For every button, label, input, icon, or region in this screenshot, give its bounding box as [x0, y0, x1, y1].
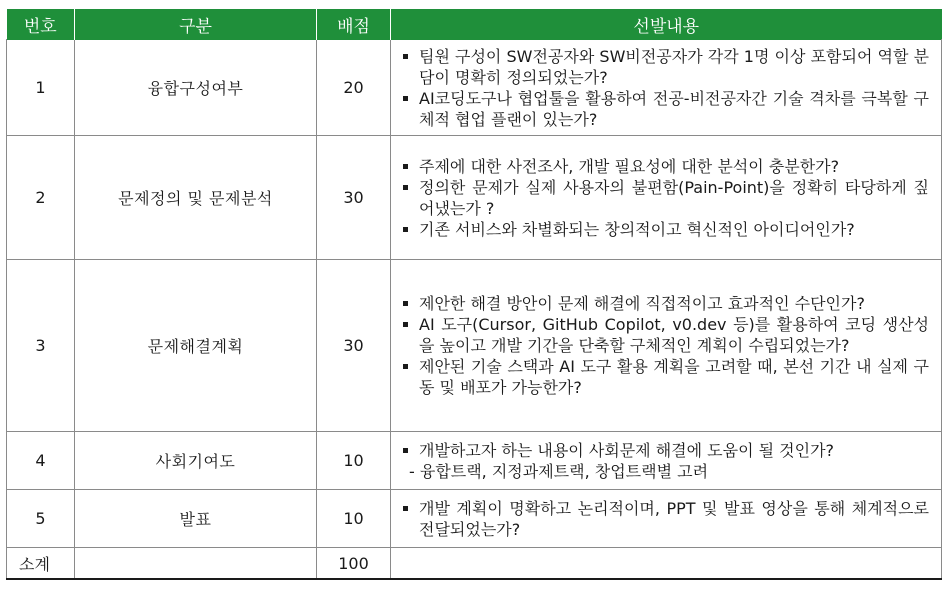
row-category: 문제정의 및 문제분석	[75, 136, 317, 260]
row-score: 20	[317, 40, 391, 136]
total-category-empty	[75, 548, 317, 580]
row-number: 2	[7, 136, 75, 260]
total-score: 100	[317, 548, 391, 580]
criteria-item: 제안한 해결 방안이 문제 해결에 직접적이고 효과적인 수단인가?	[403, 293, 929, 314]
row-criteria	[391, 432, 942, 490]
table-row	[7, 260, 942, 432]
total-label: 소계	[7, 548, 75, 580]
table-row	[7, 40, 942, 136]
row-score: 30	[317, 136, 391, 260]
criteria-item: AI 도구(Cursor, GitHub Copilot, v0.dev 등)를 활용하여 코딩 생산성을 높이고 개발 기간을 단축할 구체적인 계획이 수립되었는가?	[403, 314, 929, 356]
row-score: 10	[317, 490, 391, 548]
row-score: 30	[317, 260, 391, 432]
criteria-item: 정의한 문제가 실제 사용자의 불편함(Pain-Point)을 정확히 타당하게 짚어냈는가 ?	[403, 177, 929, 219]
criteria-item: 주제에 대한 사전조사, 개발 필요성에 대한 분석이 충분한가?	[403, 156, 929, 177]
row-category: 문제해결계획	[75, 260, 317, 432]
criteria-item: 팀원 구성이 SW전공자와 SW비전공자가 각각 1명 이상 포함되어 역할 분담이 명확히 정의되었는가?	[403, 46, 929, 88]
evaluation-table	[6, 9, 942, 580]
row-criteria	[391, 40, 942, 136]
header-score: 배점	[317, 9, 391, 40]
header-category: 구분	[75, 9, 317, 40]
row-category: 융합구성여부	[75, 40, 317, 136]
row-category: 발표	[75, 490, 317, 548]
row-criteria	[391, 490, 942, 548]
row-category: 사회기여도	[75, 432, 317, 490]
criteria-item: 제안된 기술 스택과 AI 도구 활용 계획을 고려할 때, 본선 기간 내 실제 구동 및 배포가 가능한가?	[403, 356, 929, 398]
criteria-item: 개발 계획이 명확하고 논리적이며, PPT 및 발표 영상을 통해 체계적으로 전달되었는가?	[403, 498, 929, 540]
criteria-item: 개발하고자 하는 내용이 사회문제 해결에 도움이 될 것인가?	[403, 440, 929, 461]
criteria-item: 기존 서비스와 차별화되는 창의적이고 혁신적인 아이디어인가?	[403, 219, 929, 240]
header-number: 번호	[7, 9, 75, 40]
table-header-row	[7, 9, 942, 40]
table-row	[7, 490, 942, 548]
row-criteria	[391, 136, 942, 260]
total-criteria-empty	[391, 548, 942, 580]
table-row	[7, 136, 942, 260]
row-number: 1	[7, 40, 75, 136]
header-criteria: 선발내용	[391, 9, 942, 40]
criteria-item: AI코딩도구나 협업툴을 활용하여 전공-비전공자간 기술 격차를 극복할 구체적 협업 플랜이 있는가?	[403, 88, 929, 130]
row-score: 10	[317, 432, 391, 490]
criteria-note: - 융합트랙, 지정과제트랙, 창업트랙별 고려	[409, 461, 709, 481]
row-criteria	[391, 260, 942, 432]
table-row	[7, 432, 942, 490]
row-number: 5	[7, 490, 75, 548]
total-row	[7, 548, 942, 580]
row-number: 3	[7, 260, 75, 432]
row-number: 4	[7, 432, 75, 490]
